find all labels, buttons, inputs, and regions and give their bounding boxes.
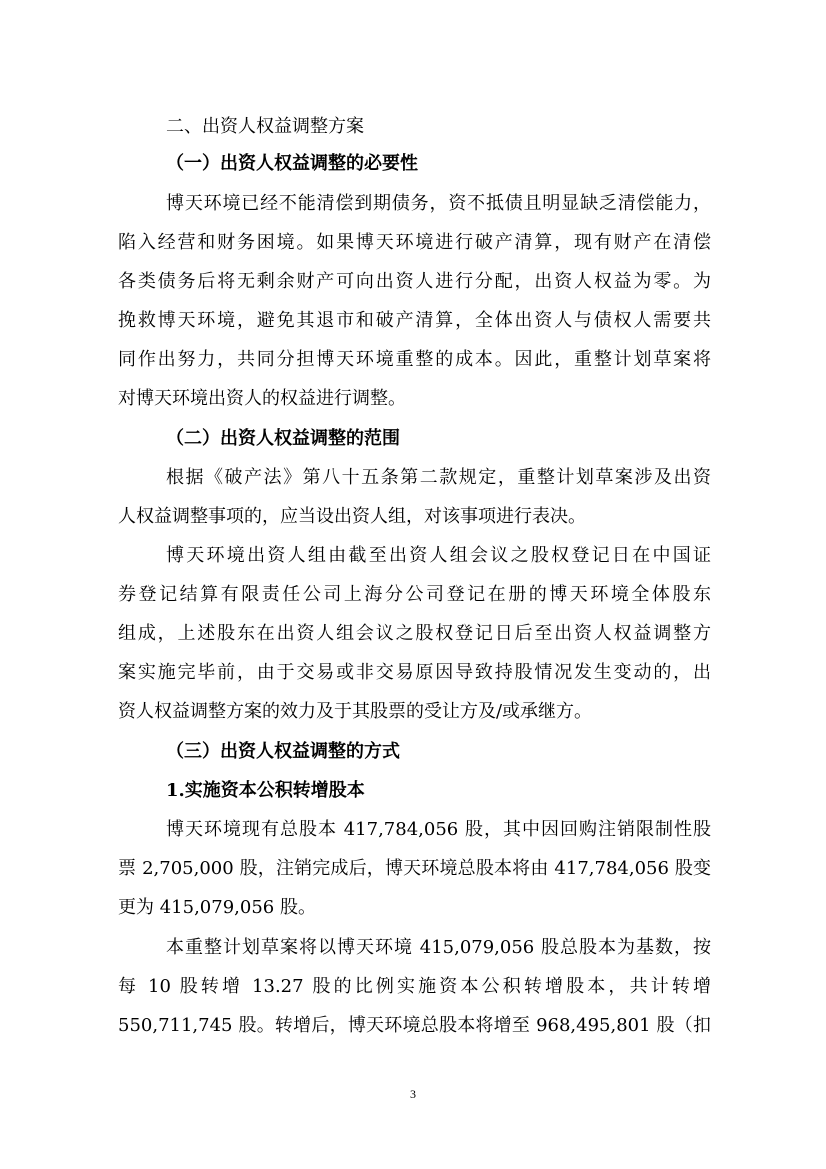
paragraph-line: 同作出努力，共同分担博天环境重整的成本。因此，重整计划草案将 bbox=[118, 349, 711, 370]
paragraph-line: 博天环境现有总股本 417,784,056 股，其中因回购注销限制性股 bbox=[166, 819, 711, 840]
paragraph-line: 博天环境已经不能清偿到期债务，资不抵债且明显缺乏清偿能力， bbox=[166, 193, 711, 214]
paragraph-line: 组成，上述股东在出资人组会议之股权登记日后至出资人权益调整方 bbox=[118, 623, 711, 644]
paragraph-line: 各类债务后将无剩余财产可向出资人进行分配，出资人权益为零。为 bbox=[118, 271, 711, 292]
item-heading-capital-reserve: 1.实施资本公积转增股本 bbox=[166, 780, 365, 801]
section-title: 二、出资人权益调整方案 bbox=[166, 116, 364, 137]
paragraph-line: 每 10 股转增 13.27 股的比例实施资本公积转增股本，共计转增 bbox=[118, 976, 711, 997]
subsection-heading-necessity: （一）出资人权益调整的必要性 bbox=[166, 153, 418, 174]
paragraph-line: 挽救博天环境，避免其退市和破产清算，全体出资人与债权人需要共 bbox=[118, 310, 711, 331]
paragraph-line: 案实施完毕前，由于交易或非交易原因导致持股情况发生变动的，出 bbox=[118, 662, 711, 683]
paragraph-line: 券登记结算有限责任公司上海分公司登记在册的博天环境全体股东 bbox=[118, 584, 711, 605]
subsection-heading-scope: （二）出资人权益调整的范围 bbox=[166, 428, 400, 449]
paragraph-line: 550,711,745 股。转增后，博天环境总股本将增至 968,495,801 股（扣 bbox=[118, 1015, 711, 1036]
paragraph-line: 更为 415,079,056 股。 bbox=[118, 897, 316, 918]
subsection-heading-method: （三）出资人权益调整的方式 bbox=[166, 741, 400, 762]
paragraph-line: 陷入经营和财务困境。如果博天环境进行破产清算，现有财产在清偿 bbox=[118, 232, 711, 253]
paragraph-line: 票 2,705,000 股，注销完成后，博天环境总股本将由 417,784,056 股变 bbox=[118, 858, 711, 879]
paragraph-line: 对博天环境出资人的权益进行调整。 bbox=[118, 388, 406, 409]
paragraph-line: 本重整计划草案将以博天环境 415,079,056 股总股本为基数，按 bbox=[166, 937, 711, 958]
paragraph-line: 博天环境出资人组由截至出资人组会议之股权登记日在中国证 bbox=[166, 545, 711, 566]
page-number: 3 bbox=[410, 1087, 416, 1101]
paragraph-line: 根据《破产法》第八十五条第二款规定，重整计划草案涉及出资 bbox=[166, 467, 711, 488]
paragraph-line: 人权益调整事项的，应当设出资人组，对该事项进行表决。 bbox=[118, 506, 586, 527]
paragraph-line: 资人权益调整方案的效力及于其股票的受让方及/或承继方。 bbox=[118, 701, 593, 722]
